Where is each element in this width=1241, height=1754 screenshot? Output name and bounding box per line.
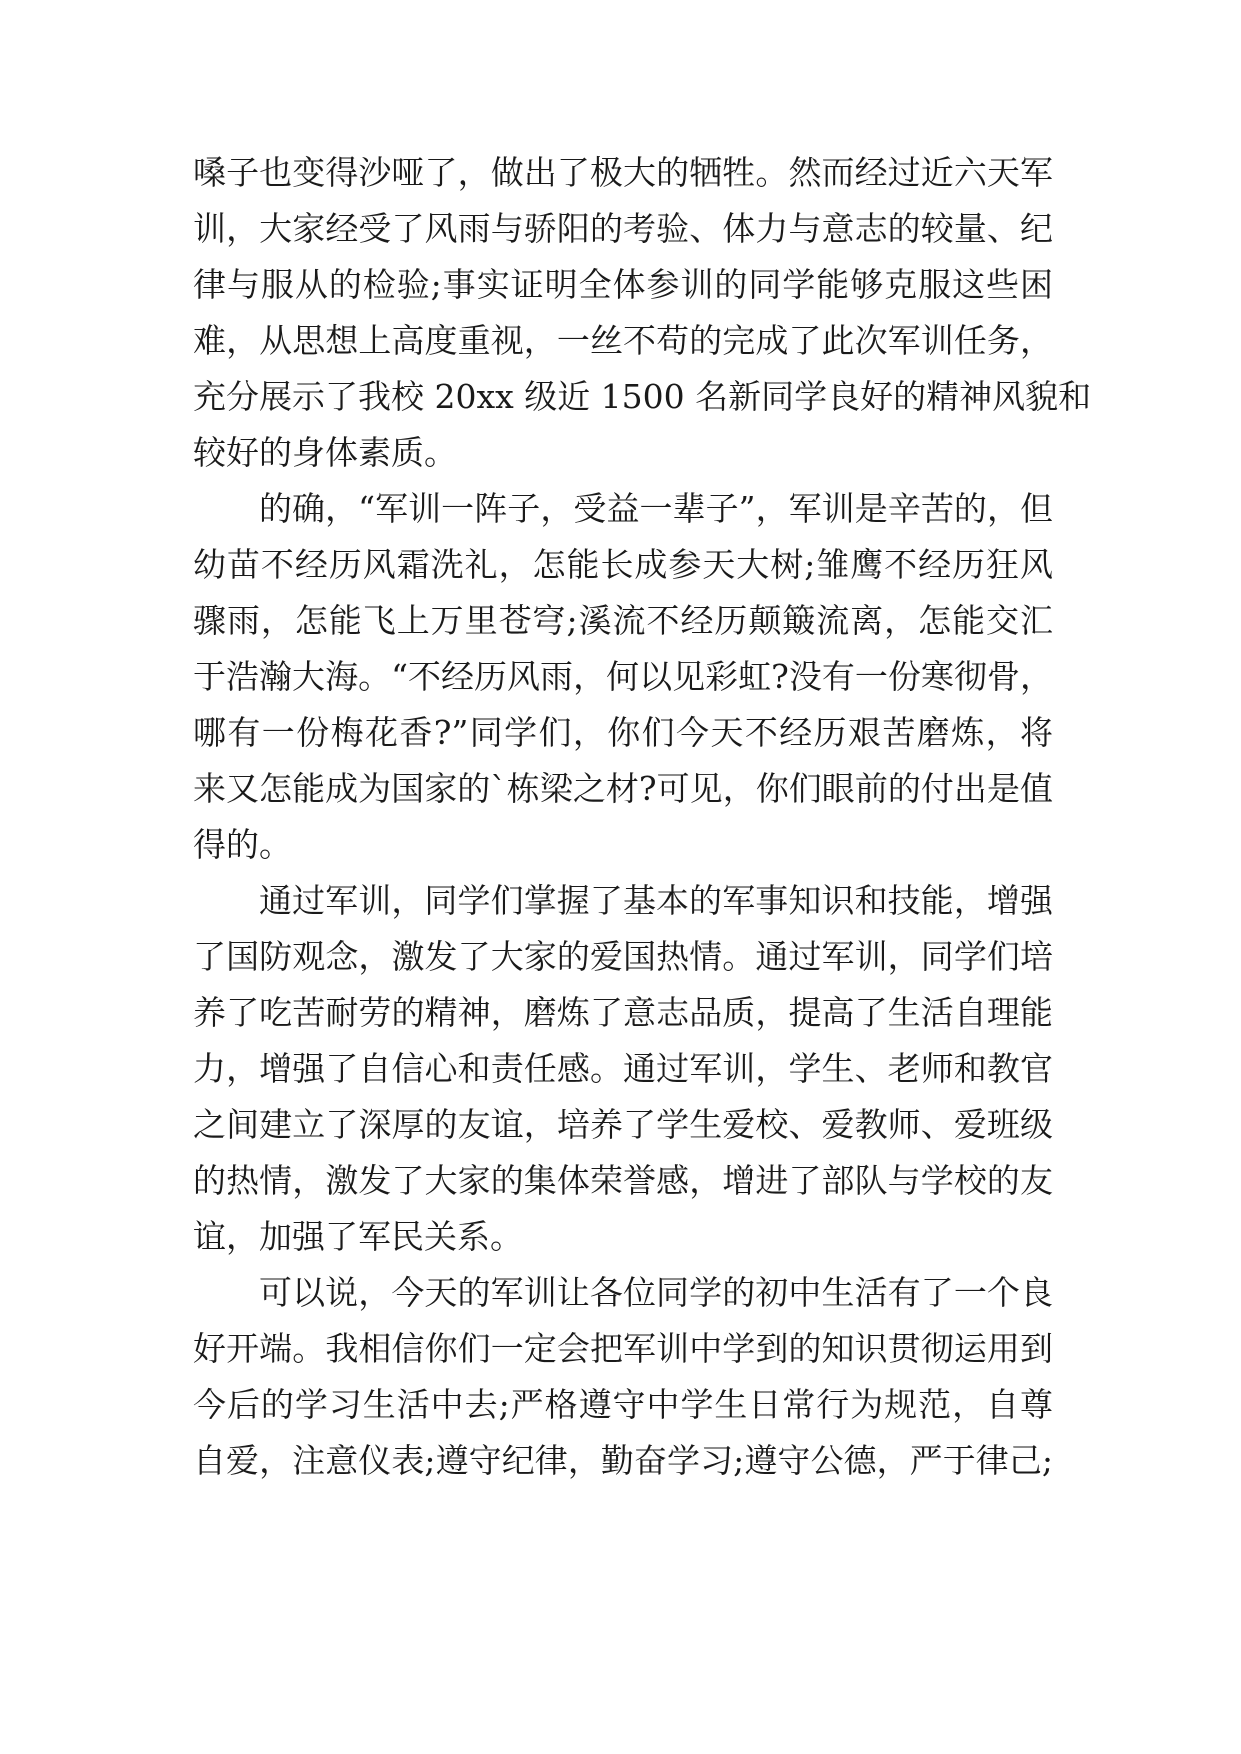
paragraph-2-line-4: 于浩瀚大海。“不经历风雨，何以见彩虹?没有一份寒彻骨， [193,657,1053,696]
paragraph-1-line-2: 训，大家经受了风雨与骄阳的考验、体力与意志的较量、纪 [193,209,1053,248]
paragraph-3-line-7: 谊，加强了军民关系。 [193,1217,523,1256]
paragraph-3-line-4: 力，增强了自信心和责任感。通过军训，学生、老师和教官 [193,1049,1053,1088]
paragraph-3-line-6: 的热情，激发了大家的集体荣誉感，增进了部队与学校的友 [193,1161,1053,1200]
paragraph-1-line-3: 律与服从的检验;事实证明全体参训的同学能够克服这些困 [193,265,1053,304]
paragraph-2-line-2: 幼苗不经历风霜洗礼，怎能长成参天大树;雏鹰不经历狂风 [193,545,1053,584]
paragraph-3-line-3: 养了吃苦耐劳的精神，磨炼了意志品质，提高了生活自理能 [193,993,1053,1032]
paragraph-1-line-5: 充分展示了我校 20xx 级近 1500 名新同学良好的精神风貌和 [193,377,1092,416]
paragraph-2-line-5: 哪有一份梅花香?”同学们，你们今天不经历艰苦磨炼，将 [193,713,1053,752]
paragraph-1-line-6: 较好的身体素质。 [193,433,457,472]
paragraph-4-line-3: 今后的学习生活中去;严格遵守中学生日常行为规范，自尊 [193,1385,1053,1424]
paragraph-1-line-4: 难，从思想上高度重视，一丝不苟的完成了此次军训任务， [193,321,1053,360]
paragraph-3-line-2: 了国防观念，激发了大家的爱国热情。通过军训，同学们培 [193,937,1053,976]
paragraph-1-line-1: 嗓子也变得沙哑了，做出了极大的牺牲。然而经过近六天军 [193,153,1053,192]
paragraph-2-line-6: 来又怎能成为国家的`栋梁之材?可见，你们眼前的付出是值 [193,769,1053,808]
paragraph-3-line-1: 通过军训，同学们掌握了基本的军事知识和技能，增强 [259,881,1053,920]
paragraph-4-line-1: 可以说，今天的军训让各位同学的初中生活有了一个良 [259,1273,1053,1312]
paragraph-2-line-7: 得的。 [193,825,292,864]
paragraph-3-line-5: 之间建立了深厚的友谊，培养了学生爱校、爱教师、爱班级 [193,1105,1053,1144]
paragraph-2-line-3: 骤雨，怎能飞上万里苍穹;溪流不经历颠簸流离，怎能交汇 [193,601,1053,640]
paragraph-4-line-4: 自爱，注意仪表;遵守纪律，勤奋学习;遵守公德，严于律己; [193,1441,1053,1480]
paragraph-2-line-1: 的确，“军训一阵子，受益一辈子”，军训是辛苦的，但 [259,489,1053,528]
paragraph-4-line-2: 好开端。我相信你们一定会把军训中学到的知识贯彻运用到 [193,1329,1053,1368]
